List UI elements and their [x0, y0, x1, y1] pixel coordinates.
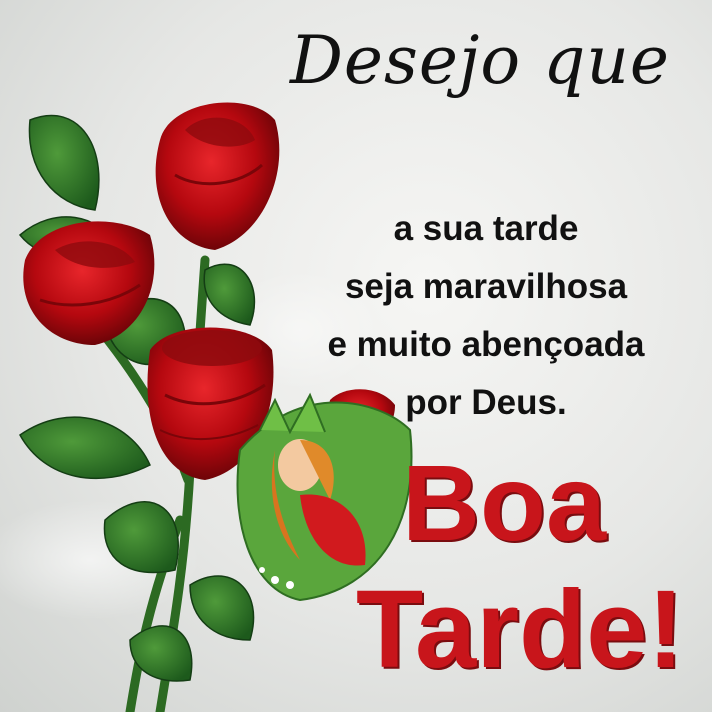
message-line: seja maravilhosa [344, 267, 628, 306]
message-line: a sua tarde [393, 209, 579, 248]
message-block [276, 200, 696, 432]
rose-top [156, 103, 280, 250]
message-line: e muito abençoada [327, 325, 645, 364]
greeting-line-2: Tarde! [356, 568, 685, 691]
message-line: por Deus. [405, 383, 567, 422]
headline-text: Desejo que [290, 22, 670, 99]
greeting-line-1: Boa [402, 442, 607, 563]
